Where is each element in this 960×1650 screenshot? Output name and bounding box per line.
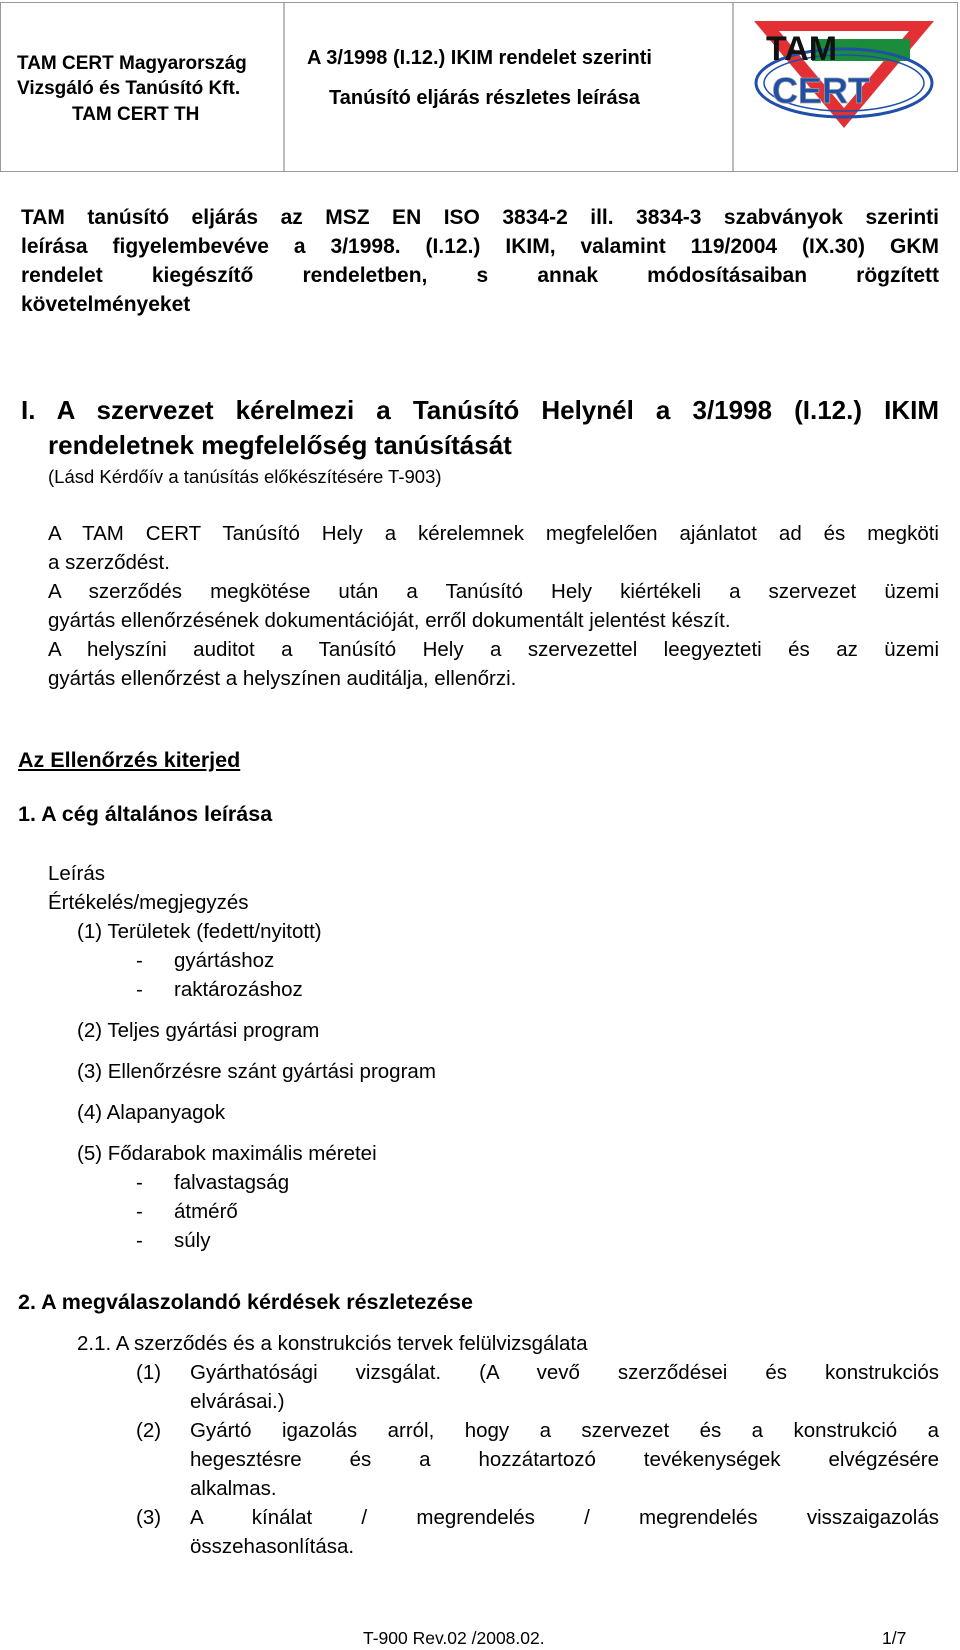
paragraph-line: gyártás ellenőrzésének dokumentációját, erről dokumentált jelentést készít.	[48, 609, 731, 632]
numbered-item-line: Gyárthatósági vizsgálat. (A vevő szerződései és konstrukciós	[190, 1361, 939, 1384]
list-item: gyártáshoz	[174, 949, 275, 972]
footer-doc-ref: T-900 Rev.02 /2008.02.	[363, 1628, 545, 1648]
label-description: Leírás	[48, 862, 105, 885]
list-item: (5) Fődarabok maximális méretei	[77, 1142, 377, 1165]
header-logo-cell	[734, 3, 959, 171]
list-item: falvastagság	[174, 1171, 290, 1194]
section-heading: rendeletnek megfelelőség tanúsítását	[48, 430, 512, 460]
paragraph-line: A szerződés megkötése után a Tanúsító Hely kiértékeli a szervezet üzemi	[48, 580, 939, 603]
list-item: (3) Ellenőrzésre szánt gyártási program	[77, 1060, 436, 1083]
numbered-item-number: (3)	[136, 1506, 162, 1529]
scope-heading: Az Ellenőrzés kiterjed	[18, 748, 241, 772]
list-item: súly	[174, 1229, 211, 1252]
numbered-item-line: összehasonlítása.	[190, 1535, 355, 1558]
org-line: TAM CERT TH	[72, 104, 200, 125]
list-item-dash: -	[136, 978, 143, 1001]
intro-line: követelményeket	[21, 293, 191, 316]
section-note: (Lásd Kérdőív a tanúsítás előkészítésére T-903)	[48, 466, 442, 487]
numbered-item-line: A kínálat / megrendelés / megrendelés visszaigazolás	[190, 1506, 939, 1529]
paragraph-line: a szerződést.	[48, 551, 170, 574]
list-item-dash: -	[136, 1200, 143, 1223]
paragraph-line: gyártás ellenőrzést a helyszínen auditálja, ellenőrzi.	[48, 667, 517, 690]
list-item: (2) Teljes gyártási program	[77, 1019, 320, 1042]
list-item-dash: -	[136, 1229, 143, 1252]
part2-heading: 2. A megválaszolandó kérdések részletezése	[18, 1290, 473, 1314]
list-item: (1) Területek (fedett/nyitott)	[77, 920, 322, 943]
numbered-item-line: elvárásai.)	[190, 1390, 285, 1413]
header-organization-cell	[1, 3, 285, 171]
list-item-dash: -	[136, 949, 143, 972]
logo-text-tam: TAM	[766, 30, 838, 68]
part1-heading: 1. A cég általános leírása	[18, 802, 273, 826]
intro-line: leírása figyelembevéve a 3/1998. (I.12.) IKIM, valamint 119/2004 (IX.30) GKM	[21, 235, 939, 258]
numbered-item-number: (1)	[136, 1361, 162, 1384]
tam-cert-logo	[734, 3, 959, 171]
paragraph-line: A helyszíni auditot a Tanúsító Hely a szervezettel leegyezteti és az üzemi	[48, 638, 939, 661]
org-line: Vizsgáló és Tanúsító Kft.	[17, 78, 241, 99]
header-title-cell	[285, 3, 734, 171]
part2-sub-heading: 2.1. A szerződés és a konstrukciós tervek felülvizsgálata	[77, 1332, 588, 1355]
list-item: raktározáshoz	[174, 978, 303, 1001]
section-heading: I. A szervezet kérelmezi a Tanúsító Helynél a 3/1998 (I.12.) IKIM	[21, 395, 939, 425]
document-title-line: Tanúsító eljárás részletes leírása	[329, 87, 640, 109]
header-table	[0, 2, 958, 172]
numbered-item-line: Gyártó igazolás arról, hogy a szervezet és a konstrukció a	[190, 1419, 939, 1442]
list-item: átmérő	[174, 1200, 238, 1223]
numbered-item-line: alkalmas.	[190, 1477, 277, 1500]
numbered-item-line: hegesztésre és a hozzátartozó tevékenységek elvégzésére	[190, 1448, 939, 1471]
label-evaluation: Értékelés/megjegyzés	[48, 891, 249, 914]
intro-line: rendelet kiegészítő rendeletben, s annak módosításaiban rögzített	[21, 264, 939, 287]
paragraph-line: A TAM CERT Tanúsító Hely a kérelemnek megfelelően ajánlatot ad és megköti	[48, 522, 939, 545]
list-item-dash: -	[136, 1171, 143, 1194]
list-item: (4) Alapanyagok	[77, 1101, 226, 1124]
org-line: TAM CERT Magyarország	[17, 53, 247, 74]
intro-line: TAM tanúsító eljárás az MSZ EN ISO 3834-2 ill. 3834-3 szabványok szerinti	[21, 206, 939, 229]
document-title-line: A 3/1998 (I.12.) IKIM rendelet szerinti	[307, 47, 652, 69]
numbered-item-number: (2)	[136, 1419, 162, 1442]
logo-text-cert: CERT	[772, 70, 870, 111]
footer-page-number: 1/7	[882, 1628, 907, 1648]
